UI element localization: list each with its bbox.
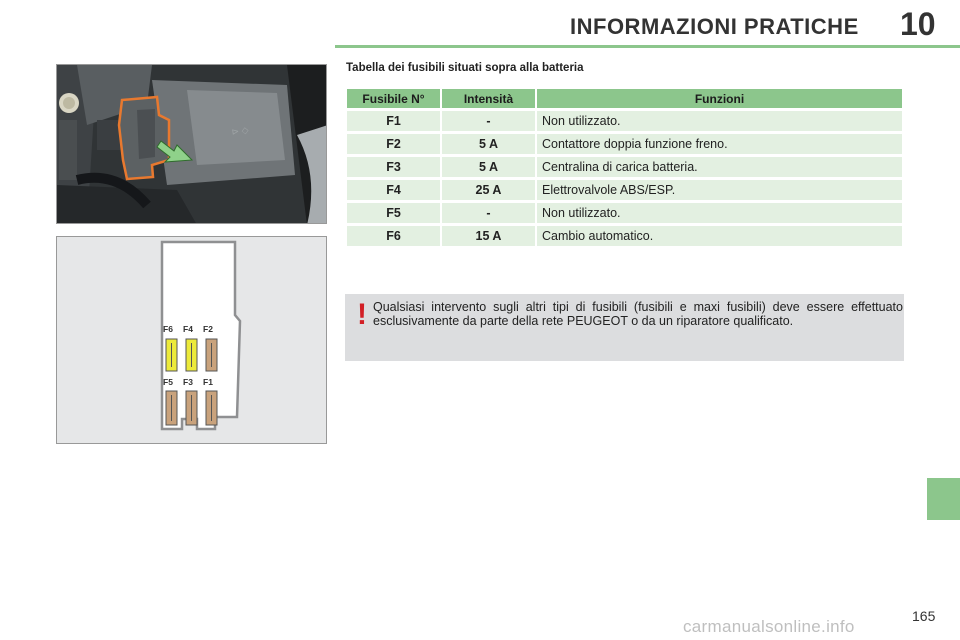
warning-box xyxy=(345,294,904,361)
fuse-intensity: 15 A xyxy=(442,226,535,246)
table-row xyxy=(347,203,902,223)
exclamation-icon: ! xyxy=(357,298,367,331)
page-title: INFORMAZIONI PRATICHE xyxy=(570,14,859,39)
engine-bay-photo xyxy=(56,64,327,224)
diagram-label-f6: F6 xyxy=(163,324,173,334)
diagram-label-f1: F1 xyxy=(203,377,213,387)
table-row xyxy=(347,180,902,200)
diagram-label-f2: F2 xyxy=(203,324,213,334)
table-row xyxy=(347,226,902,246)
fuse-function: Elettrovalvole ABS/ESP. xyxy=(537,180,902,200)
svg-text:⊳ ◇: ⊳ ◇ xyxy=(230,124,250,137)
fuse-number: F2 xyxy=(347,134,440,154)
fuse-f4 xyxy=(186,339,197,371)
fuse-f1 xyxy=(206,391,217,425)
fuse-table xyxy=(345,86,904,249)
header-divider xyxy=(335,45,960,48)
fuse-f6 xyxy=(166,339,177,371)
fuse-function: Non utilizzato. xyxy=(537,111,902,131)
table-header-row xyxy=(347,89,902,108)
table-row xyxy=(347,157,902,177)
warning-text: Qualsiasi intervento sugli altri tipi di fusibili (fusibili e maxi fusibili) deve essere effettuato esclusivamente da parte della rete PEUGEOT o da un riparatore qualificato. xyxy=(373,300,903,328)
table-title: Tabella dei fusibili situati sopra alla batteria xyxy=(346,62,584,74)
fuse-box-diagram xyxy=(56,236,327,444)
fuse-f5 xyxy=(166,391,177,425)
diagram-label-f5: F5 xyxy=(163,377,173,387)
fuse-number: F1 xyxy=(347,111,440,131)
chapter-number: 10 xyxy=(900,6,936,42)
fuse-intensity: - xyxy=(442,203,535,223)
diagram-label-f4: F4 xyxy=(183,324,193,334)
fuse-function: Centralina di carica batteria. xyxy=(537,157,902,177)
fuse-function: Cambio automatico. xyxy=(537,226,902,246)
fuse-function: Contattore doppia funzione freno. xyxy=(537,134,902,154)
fuse-number: F6 xyxy=(347,226,440,246)
table-row xyxy=(347,134,902,154)
header-functions: Funzioni xyxy=(537,89,902,108)
fuse-function: Non utilizzato. xyxy=(537,203,902,223)
fuse-intensity: 5 A xyxy=(442,134,535,154)
table-row xyxy=(347,111,902,131)
diagram-label-f3: F3 xyxy=(183,377,193,387)
fuse-number: F4 xyxy=(347,180,440,200)
fuse-number: F5 xyxy=(347,203,440,223)
fuse-f2 xyxy=(206,339,217,371)
fuse-number: F3 xyxy=(347,157,440,177)
fuse-intensity: 25 A xyxy=(442,180,535,200)
fuse-intensity: 5 A xyxy=(442,157,535,177)
chapter-side-tab xyxy=(927,478,960,520)
watermark-link[interactable]: carmanualsonline.info xyxy=(683,617,855,636)
header-intensity: Intensità xyxy=(442,89,535,108)
fuse-f3 xyxy=(186,391,197,425)
header-fuse-number: Fusibile N° xyxy=(347,89,440,108)
page-number: 165 xyxy=(912,608,936,624)
fuse-intensity: - xyxy=(442,111,535,131)
engine-bay-illustration xyxy=(57,65,327,224)
